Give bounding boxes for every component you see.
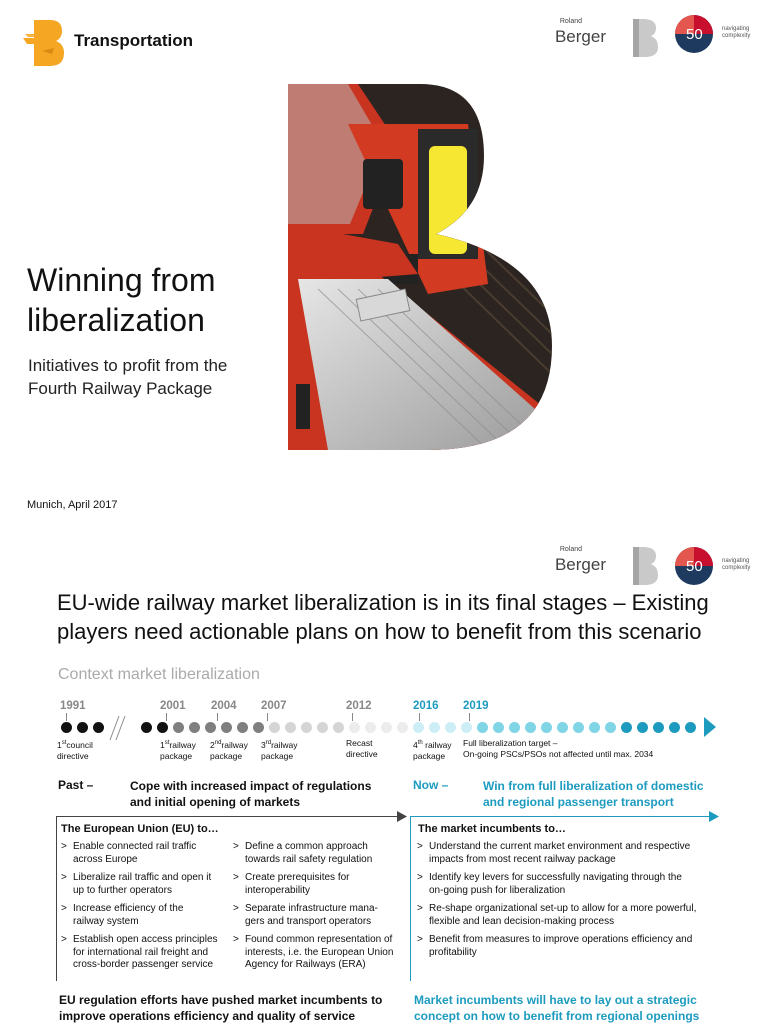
- bullet-text-line: Liberalize rail traffic and open it: [73, 872, 212, 883]
- roland-berger-logo-2: [554, 546, 660, 586]
- timeline-dot: [557, 722, 568, 733]
- bullet-item: [417, 903, 717, 928]
- conclusion-left-line-2: improve operations efficiency and quality of service: [59, 1009, 356, 1023]
- ms-2004-word: railway: [221, 739, 248, 750]
- bullet-marker: >: [417, 903, 423, 914]
- document-date: Munich, April 2017: [27, 499, 118, 511]
- bullet-marker: >: [233, 841, 239, 852]
- timeline-dot: [317, 722, 328, 733]
- tick-2007: [267, 713, 268, 721]
- timeline-dot: [685, 722, 696, 733]
- bullet-item: [233, 934, 409, 972]
- bullet-text-line: towards rail safety regulation: [245, 853, 373, 865]
- bullet-text-line: profitability: [429, 946, 477, 958]
- ms-2007-num: 3: [261, 739, 266, 750]
- incumbent-objectives-heading: The market incumbents to…: [418, 823, 566, 835]
- bullet-text-line: Re-shape organizational set-up to allow for a more powerful,: [429, 903, 697, 914]
- logo-tagline: [722, 26, 750, 40]
- ms-2001-line2: package: [160, 750, 193, 761]
- ms-2007-line2: package: [261, 750, 294, 761]
- transportation-logo-icon: [22, 18, 68, 68]
- ms-2016-line2: package: [413, 750, 446, 761]
- timeline-break-icon: [106, 714, 130, 742]
- year-2012: 2012: [346, 700, 372, 712]
- milestone-2001: [160, 738, 196, 762]
- conclusion-right: [414, 992, 699, 1024]
- ms-2019-line1: Full liberalization target –: [463, 738, 558, 748]
- bullet-item: [417, 934, 717, 959]
- bullet-text-line: Understand the current market environment and respective: [429, 841, 691, 852]
- timeline-dot: [445, 722, 456, 733]
- fifty-years-number: 50: [686, 26, 703, 43]
- bullet-text-line: flexible and lean decision-making process: [429, 915, 615, 927]
- timeline-dot: [221, 722, 232, 733]
- tick-2016: [419, 713, 420, 721]
- bullet-marker: >: [233, 872, 239, 883]
- timeline-dot: [413, 722, 424, 733]
- context-slide: [0, 528, 768, 1024]
- timeline-dot: [269, 722, 280, 733]
- bullet-item: [61, 872, 233, 897]
- brand-name: Transportation: [74, 31, 194, 50]
- timeline-dot: [77, 722, 88, 733]
- bullet-text-line: Define a common approach: [245, 841, 368, 852]
- timeline-dot: [173, 722, 184, 733]
- logo-roland-text: Roland: [559, 18, 582, 25]
- timeline-dot: [605, 722, 616, 733]
- now-label: Now –: [413, 778, 449, 792]
- ms-2019-line2: On-going PSCs/PSOs not affected until max. 2034: [463, 749, 654, 759]
- timeline-dot: [157, 722, 168, 733]
- tick-2004: [217, 713, 218, 721]
- timeline-dot: [653, 722, 664, 733]
- year-2007: 2007: [261, 700, 287, 712]
- train-photo-b-shape: [288, 84, 552, 450]
- tick-2001: [166, 713, 167, 721]
- past-heading-line-2: and initial opening of markets: [130, 795, 301, 809]
- ms-2001-sup: st: [164, 740, 170, 746]
- bullet-text-line: Benefit from measures to improve operations efficiency and: [429, 934, 693, 945]
- ms-2001-num: 1: [160, 739, 165, 750]
- timeline-dot: [573, 722, 584, 733]
- milestone-2012: [346, 738, 378, 760]
- ms-1991-num: 1: [57, 739, 62, 750]
- slide-title-line-1: EU-wide railway market liberalization is in its final stages – Existing: [57, 590, 709, 615]
- past-heading-line-1: Cope with increased impact of regulations: [130, 779, 372, 793]
- logo-berger-text-2: Berger: [554, 555, 606, 574]
- timeline-dot: [141, 722, 152, 733]
- bullet-text-line: Increase efficiency of the: [73, 903, 184, 914]
- now-heading: [483, 778, 704, 810]
- timeline-dot: [301, 722, 312, 733]
- milestone-2019: [463, 738, 653, 760]
- box-left-arrow-icon: [397, 811, 407, 822]
- bullet-text-line: Separate infrastructure mana-: [245, 903, 378, 914]
- bullet-text-line: impacts from most recent railway package: [429, 853, 616, 865]
- ms-2007-sup: rd: [265, 740, 272, 746]
- timeline-dot: [493, 722, 504, 733]
- bullet-marker: >: [61, 872, 67, 883]
- logo-berger-text: Berger: [554, 27, 606, 46]
- timeline-arrow-icon: [702, 715, 718, 739]
- bullet-text-line: Agency for Railways (ERA): [245, 959, 366, 970]
- timeline-dot: [509, 722, 520, 733]
- subtitle-line-1: Initiatives to profit from the: [28, 356, 228, 375]
- conclusion-right-line-1: Market incumbents will have to lay out a strategic: [414, 993, 697, 1007]
- bullet-text-line: Identify key levers for successfully navigating through the: [429, 872, 682, 883]
- timeline-dot: [61, 722, 72, 733]
- bullet-item: [233, 841, 409, 866]
- timeline-dot: [205, 722, 216, 733]
- tick-1991: [66, 713, 67, 721]
- ms-2004-sup: nd: [214, 740, 222, 746]
- logo-tagline-2-block: [722, 558, 750, 572]
- timeline-dot: [93, 722, 104, 733]
- timeline-dot: [349, 722, 360, 733]
- past-label: Past –: [58, 778, 94, 792]
- bullet-marker: >: [417, 841, 423, 852]
- bullet-marker: >: [233, 934, 239, 945]
- box-right-arrow-icon: [709, 811, 719, 822]
- timeline-dot: [365, 722, 376, 733]
- conclusion-left: [59, 992, 382, 1024]
- bullet-text-line: interests, i.e. the European Union: [245, 946, 394, 958]
- bullet-item: [61, 934, 233, 972]
- ms-2016-num: 4: [413, 739, 418, 750]
- bullet-text-line: Establish open access principles: [73, 934, 218, 945]
- milestone-2004: [210, 738, 248, 762]
- year-2004: 2004: [211, 700, 237, 712]
- subtitle-line-2: Fourth Railway Package: [28, 379, 213, 398]
- logo-tagline-1b: navigating: [722, 558, 750, 564]
- timeline-dot: [253, 722, 264, 733]
- bullet-item: [233, 903, 409, 928]
- ms-1991-word: council: [66, 739, 93, 750]
- section-subtitle: Context market liberalization: [58, 666, 260, 683]
- timeline-dot: [381, 722, 392, 733]
- timeline-dot: [333, 722, 344, 733]
- ms-2016-word: railway: [422, 739, 452, 750]
- roland-berger-logo: [554, 18, 660, 58]
- ms-1991-line2: directive: [57, 750, 89, 761]
- bullet-text-line: on-going push for liberalization: [429, 884, 566, 896]
- milestone-2007: [261, 738, 298, 762]
- year-2019: 2019: [463, 700, 489, 712]
- bullet-text-line: Create prerequisites for: [245, 872, 350, 883]
- bullet-text-line: gers and transport operators: [245, 915, 372, 927]
- bullet-item: [61, 841, 233, 866]
- slide-title: [57, 588, 709, 646]
- bullet-text-line: up to further operators: [73, 884, 172, 896]
- year-1991: 1991: [60, 700, 86, 712]
- timeline-dot: [237, 722, 248, 733]
- conclusion-right-line-2: concept on how to benefit from regional openings: [414, 1009, 700, 1023]
- bullet-text-line: railway system: [73, 915, 139, 927]
- bullet-marker: >: [417, 872, 423, 883]
- slide-title-line-2: players need actionable plans on how to benefit from this scenario: [57, 619, 702, 644]
- bullet-text-line: cross-border passenger service: [73, 959, 214, 970]
- bullet-marker: >: [417, 934, 423, 945]
- ms-2007-word: railway: [271, 739, 298, 750]
- timeline-dot: [461, 722, 472, 733]
- timeline-dot: [189, 722, 200, 733]
- bullet-item: [417, 841, 717, 866]
- ms-2001-word: railway: [169, 739, 196, 750]
- ms-2016-sup: th: [417, 740, 423, 746]
- timeline-dot: [541, 722, 552, 733]
- ms-2012-line2: directive: [346, 749, 378, 759]
- milestone-2016: [413, 738, 452, 762]
- bullet-marker: >: [61, 903, 67, 914]
- fifty-years-number-2: 50: [686, 558, 703, 575]
- tick-2012: [352, 713, 353, 721]
- year-2001: 2001: [160, 700, 186, 712]
- bullet-marker: >: [233, 903, 239, 914]
- ms-2004-line2: package: [210, 750, 243, 761]
- now-heading-line-1: Win from full liberalization of domestic: [483, 779, 704, 793]
- bullet-text-line: interoperability: [245, 884, 311, 896]
- timeline-dot: [429, 722, 440, 733]
- timeline-dot: [669, 722, 680, 733]
- logo-tagline-1: navigating: [722, 26, 750, 32]
- timeline-dot: [589, 722, 600, 733]
- bullet-item: [417, 872, 717, 897]
- logo-tagline-2: complexity: [722, 33, 751, 39]
- bullet-text-line: Enable connected rail traffic: [73, 841, 197, 852]
- conclusion-left-line-1: EU regulation efforts have pushed market incumbents to: [59, 993, 383, 1007]
- logo-b-icon-2: [630, 546, 660, 586]
- page-title: [27, 260, 216, 340]
- bullet-text-line: for international rail freight and: [73, 946, 209, 958]
- bullet-item: [61, 903, 233, 928]
- logo-b-icon: [630, 18, 660, 58]
- logo-roland-text-2: Roland: [559, 546, 582, 553]
- past-heading: [130, 778, 371, 810]
- eu-objectives-heading: The European Union (EU) to…: [61, 823, 219, 835]
- timeline-dot: [637, 722, 648, 733]
- year-2016: 2016: [413, 700, 439, 712]
- timeline-dot: [477, 722, 488, 733]
- bullet-text-line: across Europe: [73, 853, 138, 865]
- ms-1991-sup: st: [61, 740, 67, 746]
- timeline-dot: [397, 722, 408, 733]
- now-heading-line-2: and regional passenger transport: [483, 795, 674, 809]
- ms-2012-line1: Recast: [346, 738, 373, 748]
- ms-2004-num: 2: [210, 739, 215, 750]
- tick-2019: [469, 713, 470, 721]
- bullet-item: [233, 872, 409, 897]
- title-line-2: liberalization: [27, 302, 205, 338]
- bullet-marker: >: [61, 934, 67, 945]
- timeline-dot: [525, 722, 536, 733]
- milestone-1991: [57, 738, 93, 762]
- bullet-text-line: Found common representation of: [245, 934, 393, 945]
- logo-tagline-2b: complexity: [722, 565, 751, 571]
- title-line-1: Winning from: [27, 262, 216, 298]
- page-subtitle: [28, 354, 227, 400]
- bullet-marker: >: [61, 841, 67, 852]
- timeline-dot: [285, 722, 296, 733]
- timeline-dot: [621, 722, 632, 733]
